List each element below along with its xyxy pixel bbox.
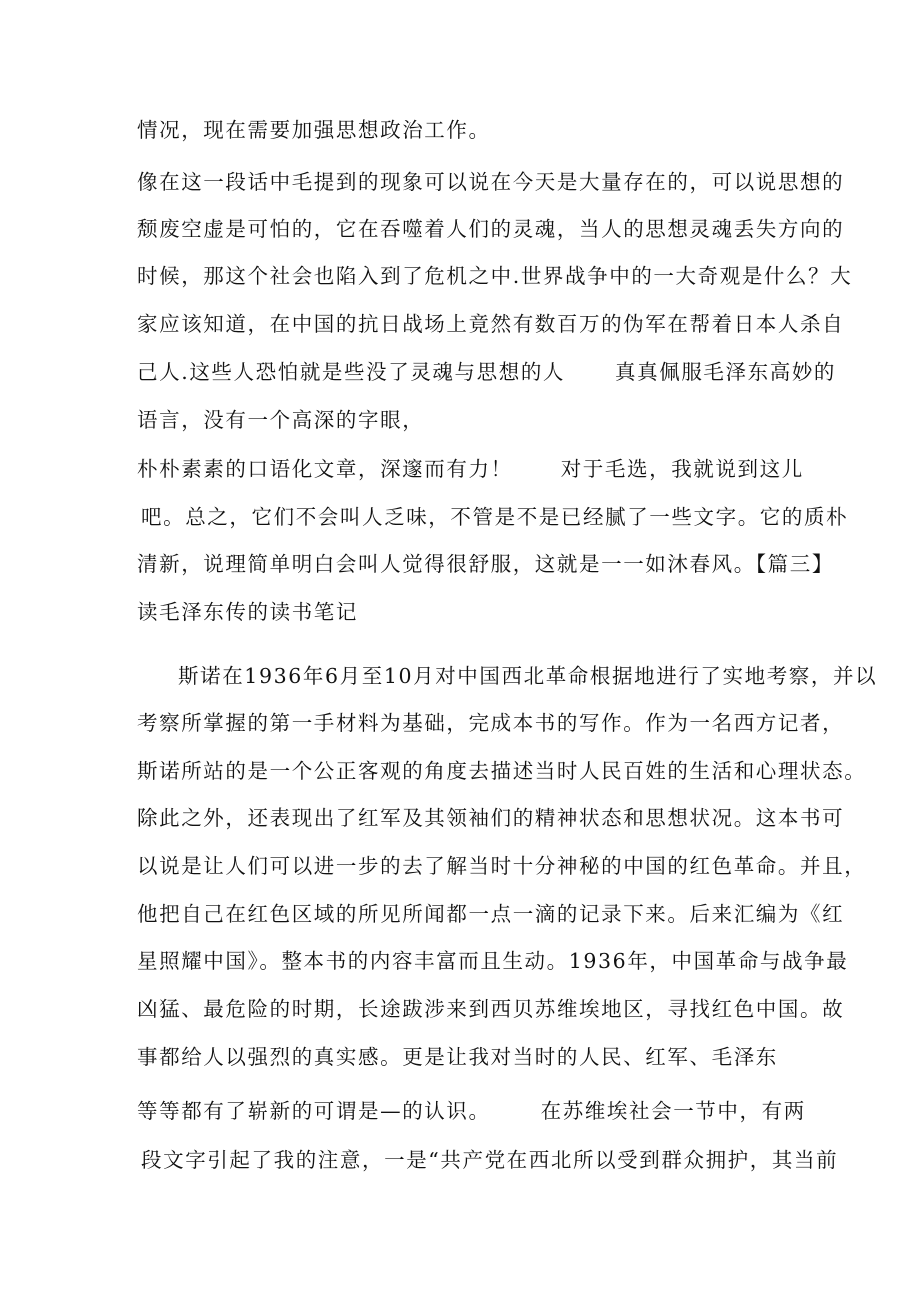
text-line: 吧。总之，它们不会叫人乏味，不管是不是已经腻了一些文字。它的质朴 (141, 505, 849, 529)
text-line: 凶猛、最危险的时期，长途跋涉来到西贝苏维埃地区，寻找红色中国。故 (137, 997, 845, 1021)
text-line: 时候，那这个社会也陷入到了危机之中.世界战争中的一大奇观是什么？大 (137, 264, 853, 288)
text-line: 像在这一段话中毛提到的现象可以说在今天是大量存在的，可以说思想的 (137, 170, 845, 194)
text-line: 以说是让人们可以进一步的去了解当时十分神秘的中国的红色革命。并且， (137, 854, 867, 878)
text-line: 星照耀中国》。整本书的内容丰富而且生动。1936年，中国革命与战争最 (137, 949, 849, 973)
text-line: 清新，说理简单明白会叫人觉得很舒服，这就是一一如沐春风。【篇三】 (137, 552, 834, 576)
text-segment: 朴朴素素的口语化文章，深邃而有力！ (137, 457, 513, 481)
text-line: 情况，现在需要加强思想政治工作。 (137, 118, 491, 142)
paragraph-first-line: 斯诺在1936年6月至10月对中国西北革命根据地进行了实地考察，并以 (178, 664, 878, 688)
text-line (137, 357, 836, 387)
text-segment: 真真佩服毛泽东高妙的 (615, 360, 837, 384)
text-line: 段文字引起了我的注意，一是“共产党在西北所以受到群众拥护，其当前 (141, 1148, 839, 1172)
text-line: 语言，没有一个高深的字眼， (137, 408, 425, 432)
text-segment: 在苏维埃社会一节中，有两 (540, 1099, 806, 1123)
text-segment: 等等都有了崭新的可谓是—的认识。 (137, 1099, 491, 1123)
text-line: 颓废空虚是可怕的，它在吞噬着人们的灵魂，当人的思想灵魂丢失方向的 (137, 217, 845, 241)
text-segment: 对于毛选，我就说到这儿 (560, 457, 804, 481)
text-line: 考察所掌握的第一手材料为基础，完成本书的写作。作为一名西方记者， (137, 711, 845, 735)
text-line: 事都给人以强烈的真实感。更是让我对当时的人民、红军、毛泽东 (137, 1045, 778, 1069)
text-line (137, 454, 804, 484)
text-line: 除此之外，还表现出了红军及其领袖们的精神状态和思想状况。这本书可 (137, 806, 845, 830)
text-line: 他把自己在红色区域的所见所闻都一点一滴的记录下来。后来汇编为《红 (137, 902, 845, 926)
text-segment: 己人.这些人恐怕就是些没了灵魂与思想的人 (137, 360, 566, 384)
text-line (137, 1096, 806, 1126)
section-heading: 读毛泽东传的读书笔记 (137, 600, 358, 624)
text-line: 斯诺所站的是一个公正客观的角度去描述当时人民百姓的生活和心理状态。 (137, 759, 867, 783)
text-line: 家应该知道，在中国的抗日战场上竟然有数百万的伪军在帮着日本人杀自 (137, 312, 845, 336)
